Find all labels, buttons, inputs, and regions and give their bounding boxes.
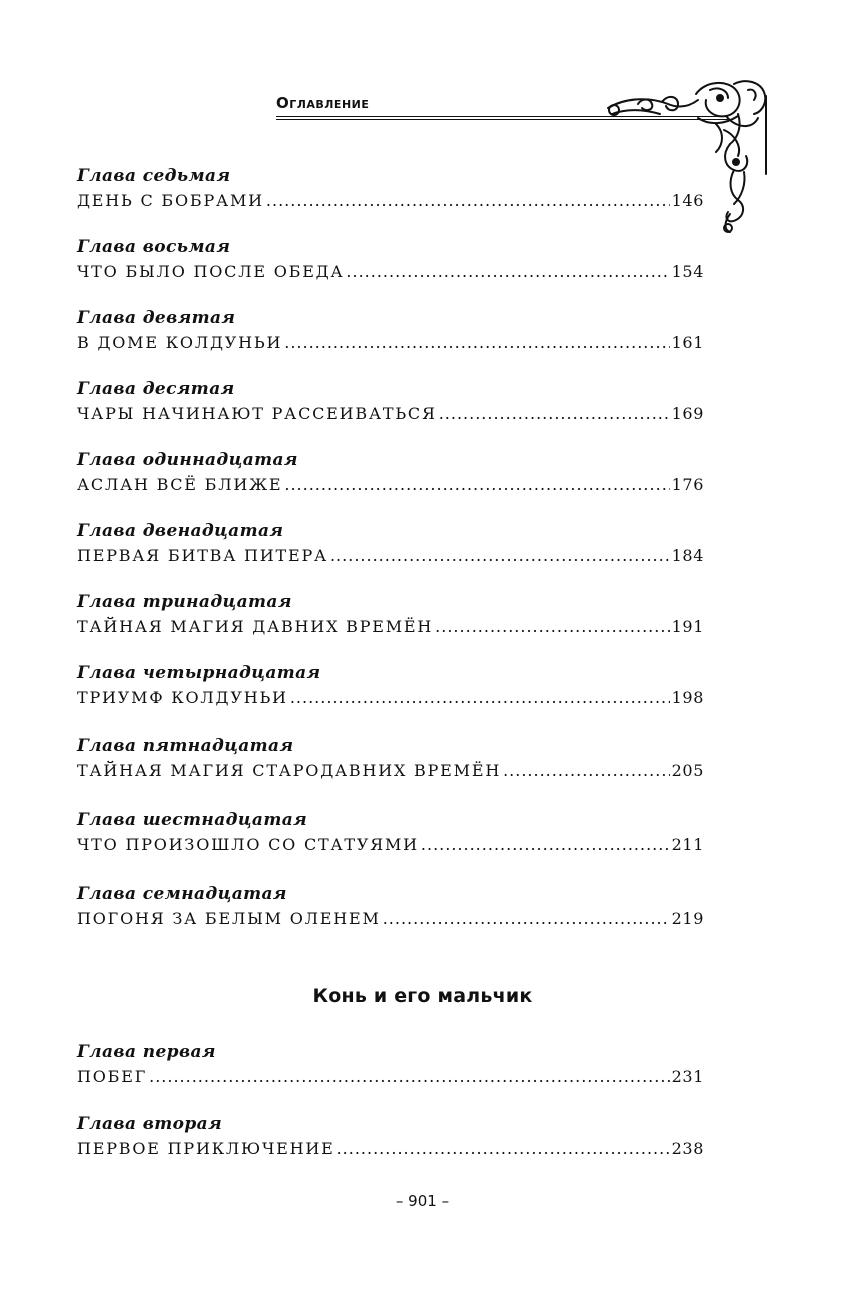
chapter-title: ЧАРЫ НАЧИНАЮТ РАССЕИВАТЬСЯ bbox=[77, 404, 437, 423]
chapter-title: АСЛАН ВСЁ БЛИЖЕ bbox=[77, 475, 283, 494]
toc-entry bbox=[77, 519, 704, 590]
toc-entry bbox=[77, 306, 704, 377]
chapter-title: ТАЙНАЯ МАГИЯ СТАРОДАВНИХ ВРЕМЁН bbox=[77, 761, 502, 780]
toc-entry bbox=[77, 661, 704, 734]
toc-entry bbox=[77, 1112, 704, 1184]
section-heading: Конь и его мальчик bbox=[312, 985, 533, 1007]
page-number: 154 bbox=[671, 262, 704, 281]
dot-leader bbox=[290, 685, 670, 711]
chapter-label: Глава седьмая bbox=[77, 166, 231, 186]
dot-leader bbox=[284, 472, 669, 498]
dot-leader bbox=[383, 906, 670, 932]
page-number: 184 bbox=[671, 546, 704, 565]
chapter-label: Глава десятая bbox=[77, 379, 235, 399]
chapter-title-line bbox=[77, 1064, 704, 1090]
chapter-title: В ДОМЕ КОЛДУНЬИ bbox=[77, 333, 283, 352]
chapter-title-line bbox=[77, 188, 704, 214]
toc-entry bbox=[77, 590, 704, 661]
table-of-contents bbox=[77, 164, 704, 953]
chapter-title: ЧТО ПРОИЗОШЛО СО СТАТУЯМИ bbox=[77, 835, 419, 854]
toc-entry bbox=[77, 882, 704, 953]
table-of-contents-section bbox=[77, 1040, 704, 1184]
chapter-title: ТАЙНАЯ МАГИЯ ДАВНИХ ВРЕМЁН bbox=[77, 617, 434, 636]
toc-entry bbox=[77, 808, 704, 882]
page-number: 211 bbox=[671, 835, 704, 854]
page-number: 219 bbox=[671, 909, 704, 928]
dot-leader bbox=[503, 758, 670, 784]
page-number: 231 bbox=[671, 1067, 704, 1086]
chapter-title-line bbox=[77, 543, 704, 569]
chapter-label: Глава семнадцатая bbox=[77, 884, 287, 904]
chapter-title: ПЕРВАЯ БИТВА ПИТЕРА bbox=[77, 546, 328, 565]
chapter-title: ПОГОНЯ ЗА БЕЛЫМ ОЛЕНЕМ bbox=[77, 909, 381, 928]
chapter-label: Глава девятая bbox=[77, 308, 236, 328]
dot-leader bbox=[439, 401, 670, 427]
chapter-label: Глава одиннадцатая bbox=[77, 450, 298, 470]
chapter-title: ЧТО БЫЛО ПОСЛЕ ОБЕДА bbox=[77, 262, 345, 281]
dot-leader bbox=[346, 259, 669, 285]
dot-leader bbox=[421, 832, 670, 858]
chapter-title-line bbox=[77, 906, 704, 932]
toc-entry bbox=[77, 448, 704, 519]
dot-leader bbox=[266, 188, 670, 214]
page-number: 161 bbox=[671, 333, 704, 352]
page-number: 169 bbox=[671, 404, 704, 423]
chapter-title: ПОБЕГ bbox=[77, 1067, 148, 1086]
chapter-label: Глава тринадцатая bbox=[77, 592, 292, 612]
page-folio: – 901 – bbox=[395, 1192, 450, 1210]
chapter-title: ТРИУМФ КОЛДУНЬИ bbox=[77, 688, 288, 707]
chapter-label: Глава двенадцатая bbox=[77, 521, 284, 541]
toc-entry bbox=[77, 164, 704, 235]
page-number: 205 bbox=[671, 761, 704, 780]
page-number: 176 bbox=[671, 475, 704, 494]
page-number: 238 bbox=[671, 1139, 704, 1158]
chapter-title-line bbox=[77, 685, 704, 711]
running-header-title: Оглавление bbox=[276, 94, 370, 112]
chapter-title-line bbox=[77, 401, 704, 427]
dot-leader bbox=[149, 1064, 670, 1090]
chapter-label: Глава вторая bbox=[77, 1114, 223, 1134]
chapter-label: Глава первая bbox=[77, 1042, 216, 1062]
page-number: 146 bbox=[671, 191, 704, 210]
dot-leader bbox=[284, 330, 669, 356]
chapter-label: Глава пятнадцатая bbox=[77, 736, 294, 756]
chapter-title-line bbox=[77, 259, 704, 285]
chapter-title-line bbox=[77, 832, 704, 858]
chapter-title-line bbox=[77, 758, 704, 784]
dot-leader bbox=[337, 1136, 670, 1162]
toc-entry bbox=[77, 1040, 704, 1112]
chapter-title-line bbox=[77, 330, 704, 356]
chapter-title-line bbox=[77, 472, 704, 498]
toc-entry bbox=[77, 235, 704, 306]
toc-entry bbox=[77, 377, 704, 448]
page-number: 191 bbox=[671, 617, 704, 636]
chapter-label: Глава восьмая bbox=[77, 237, 231, 257]
dot-leader bbox=[435, 614, 669, 640]
chapter-label: Глава шестнадцатая bbox=[77, 810, 308, 830]
chapter-label: Глава четырнадцатая bbox=[77, 663, 321, 683]
toc-entry bbox=[77, 734, 704, 808]
dot-leader bbox=[330, 543, 670, 569]
chapter-title: ДЕНЬ С БОБРАМИ bbox=[77, 191, 264, 210]
page-number: 198 bbox=[671, 688, 704, 707]
chapter-title-line bbox=[77, 614, 704, 640]
chapter-title-line bbox=[77, 1136, 704, 1162]
chapter-title: ПЕРВОЕ ПРИКЛЮЧЕНИЕ bbox=[77, 1139, 335, 1158]
